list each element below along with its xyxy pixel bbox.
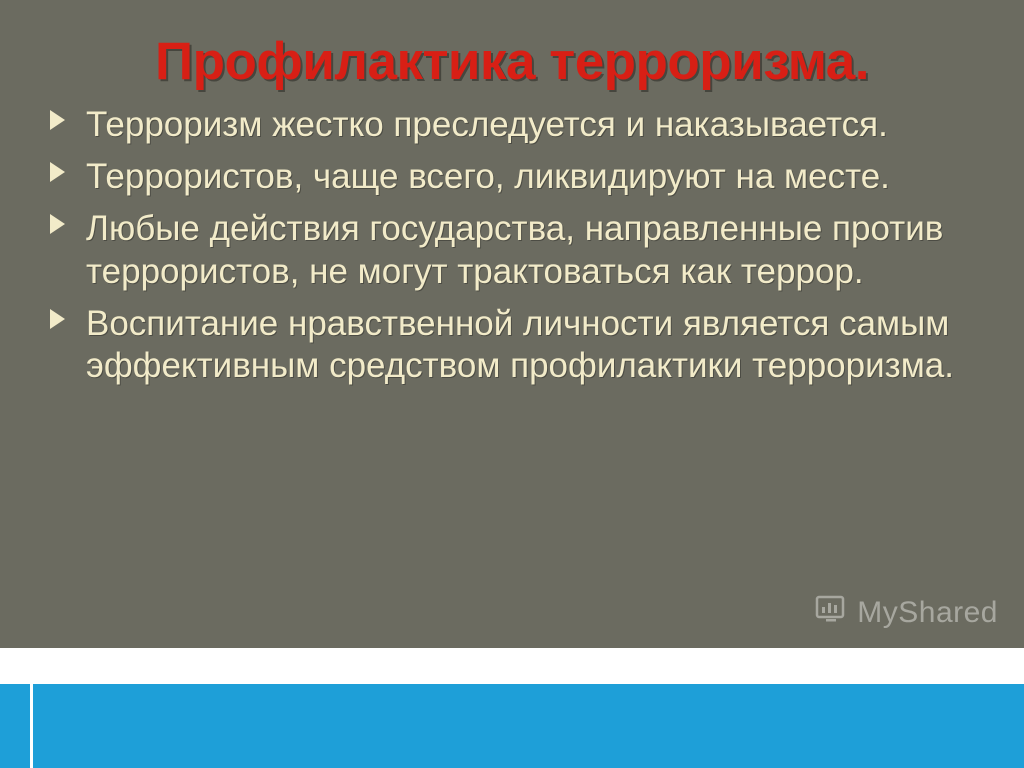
list-item-text: Любые действия государства, направленные против террористов, не могут трактоваться как террор. <box>86 209 944 291</box>
list-item <box>46 303 974 388</box>
page-title: Профилактика терроризма. <box>155 32 869 91</box>
arrow-bullet-icon <box>50 162 65 182</box>
list-item-text: Терроризм жестко преследуется и наказывается. <box>86 104 888 144</box>
arrow-bullet-icon <box>50 214 65 234</box>
list-item <box>46 208 974 293</box>
list-item <box>46 104 974 146</box>
arrow-bullet-icon <box>50 110 65 130</box>
footer-white-band <box>0 648 1024 684</box>
bullet-list <box>40 104 984 388</box>
footer-divider <box>30 684 33 768</box>
footer-blue-band <box>0 684 1024 768</box>
list-item <box>46 156 974 198</box>
watermark-label: MyShared <box>857 595 998 629</box>
list-item-text: Террористов, чаще всего, ликвидируют на месте. <box>86 156 890 196</box>
watermark <box>815 595 998 630</box>
arrow-bullet-icon <box>50 309 65 329</box>
myshared-logo-icon <box>815 595 849 630</box>
list-item-text: Воспитание нравственной личности является самым эффективным средством профилактики терроризма. <box>86 304 954 386</box>
